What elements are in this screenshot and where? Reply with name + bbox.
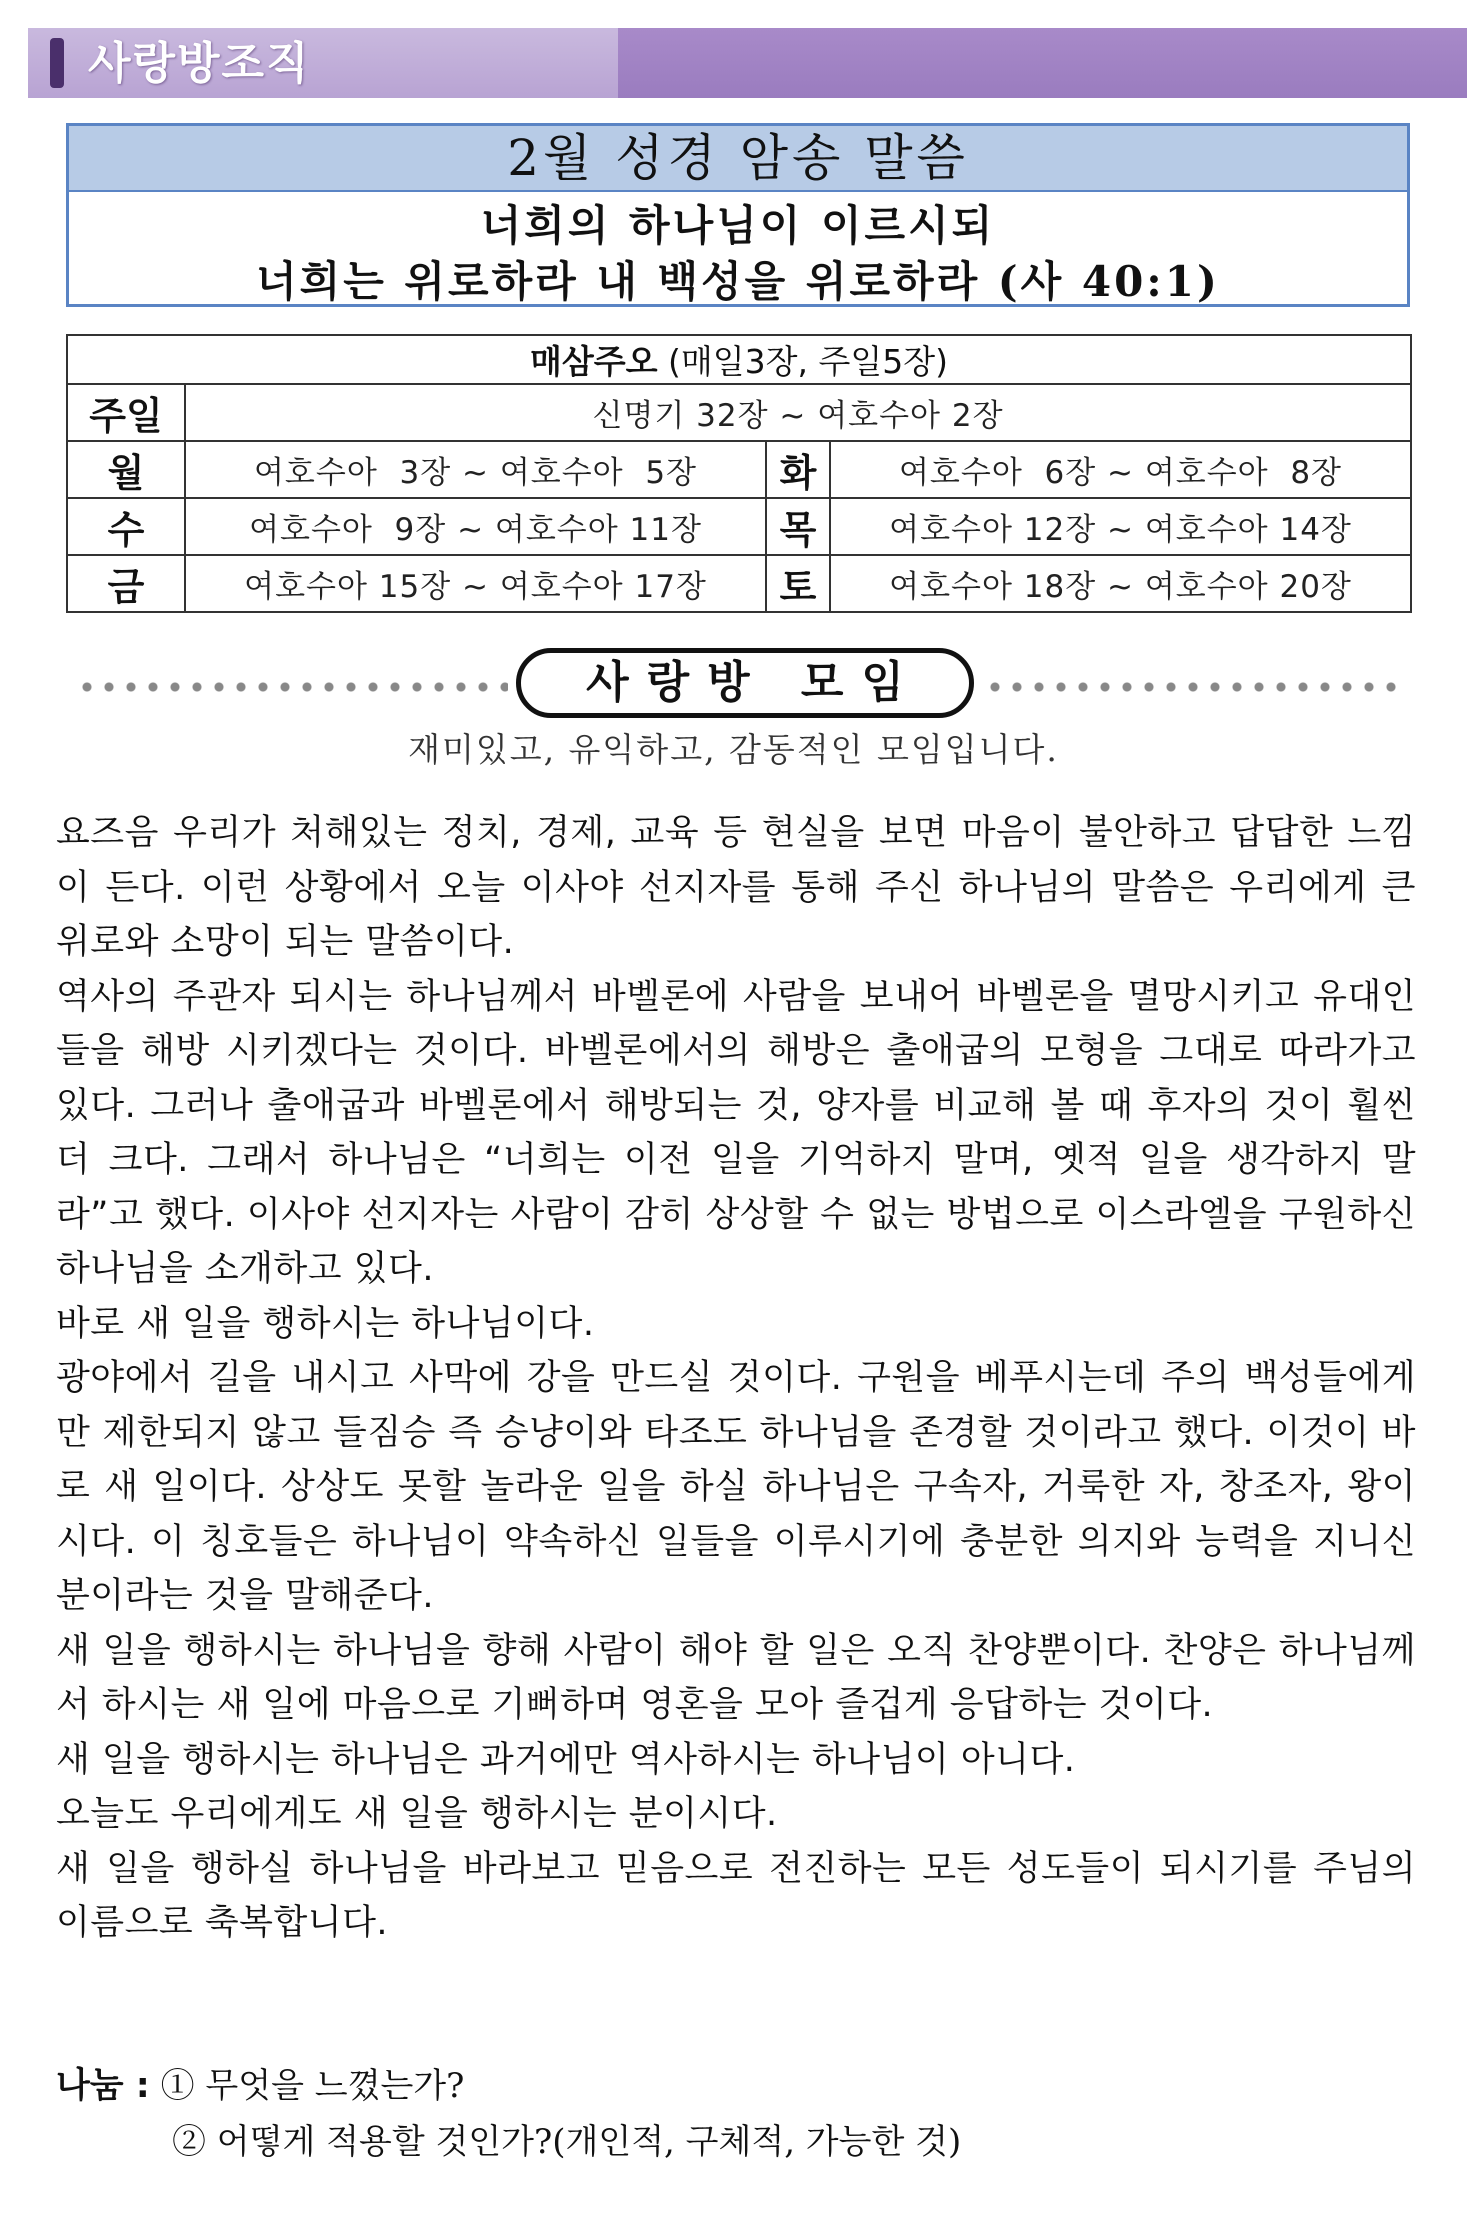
day-label: 수 <box>67 498 185 555</box>
sharing-question-2: ② 어떻게 적용할 것인가?(개인적, 구체적, 가능한 것) <box>172 2122 962 2162</box>
body-paragraph: 바로 새 일을 행하시는 하나님이다. <box>56 1303 595 1344</box>
verse-line-2: 너희는 위로하라 내 백성을 위로하라 (사 40:1) <box>256 257 1220 306</box>
day-label: 화 <box>766 441 830 498</box>
dotted-divider-right <box>984 682 1402 692</box>
body-paragraph: 오늘도 우리에게도 새 일을 행하시는 분이시다. <box>56 1794 778 1834</box>
sharing-label: 나눔 : <box>56 2066 150 2106</box>
body-paragraph: 역사의 주관자 되시는 하나님께서 바벨론에 사람을 보내어 바벨론을 멸망시키고 유대인들을 해방 시키겠다는 것이다. 바벨론에서의 해방은 출애굽의 모형을 그대로 따라가고 있다. 그러나 출애굽과 바벨론에서 해방되는 것, 양자를 비교해 볼 때 후자의 것이 훨씬 더 크다. 그래서 하나님은 “너희는 이전 일을 기억하지 말며, 옛적 일을 생각하지 말라”고 했다. 이사야 선지자는 사람이 감히 상상할 수 없는 방법으로 이스라엘을 구원하신 하나님을 소개하고 있다. <box>56 976 1416 1289</box>
range-cell: 여호수아 3장 ~ 여호수아 5장 <box>185 441 766 498</box>
range-cell: 여호수아 18장 ~ 여호수아 20장 <box>830 555 1411 612</box>
verse-heading: 2월 성경 암송 말씀 <box>69 126 1407 192</box>
body-paragraph: 광야에서 길을 내시고 사막에 강을 만드실 것이다. 구원을 베푸시는데 주의 백성들에게만 제한되지 않고 들짐승 즉 승냥이와 타조도 하나님을 존경할 것이라고 했다. 이것이 바로 새 일이다. 상상도 못할 놀라운 일을 하실 하나님은 구속자, 거룩한 자, 창조자, 왕이시다. 이 칭호들은 하나님이 약속하신 일들을 이루시기에 충분한 의지와 능력을 지니신 분이라는 것을 말해준다. <box>56 1358 1416 1616</box>
reading-schedule-table <box>66 334 1412 613</box>
section-tagline: 재미있고, 유익하고, 감동적인 모임입니다. <box>408 730 1059 769</box>
dotted-divider-left <box>76 682 508 692</box>
reading-title-bold: 매삼주오 <box>530 342 658 381</box>
reading-title-row <box>67 335 1411 384</box>
reading-row <box>67 555 1411 612</box>
range-sunday: 신명기 32장 ~ 여호수아 2장 <box>185 384 1411 441</box>
range-cell: 여호수아 12장 ~ 여호수아 14장 <box>830 498 1411 555</box>
day-label: 월 <box>67 441 185 498</box>
range-cell: 여호수아 9장 ~ 여호수아 11장 <box>185 498 766 555</box>
reading-row <box>67 441 1411 498</box>
reading-row <box>67 498 1411 555</box>
header-title: 사랑방조직 <box>88 38 311 89</box>
reading-row-sunday <box>67 384 1411 441</box>
sharing-line-1 <box>56 2058 1416 2114</box>
day-label: 토 <box>766 555 830 612</box>
day-label: 목 <box>766 498 830 555</box>
memory-verse-box <box>66 123 1410 307</box>
day-label-sunday: 주일 <box>67 384 185 441</box>
header-accent-bar <box>50 38 64 88</box>
section-header <box>76 648 1402 724</box>
range-cell: 여호수아 15장 ~ 여호수아 17장 <box>185 555 766 612</box>
section-title: 사랑방 모임 <box>516 648 974 718</box>
verse-line-1: 너희의 하나님이 이르시되 <box>480 201 996 250</box>
reading-title-cell <box>67 335 1411 384</box>
body-text <box>56 806 1416 1951</box>
header-band <box>28 28 1467 98</box>
range-cell: 여호수아 6장 ~ 여호수아 8장 <box>830 441 1411 498</box>
body-paragraph: 새 일을 행하실 하나님을 바라보고 믿음으로 전진하는 모든 성도들이 되시기를 주님의 이름으로 축복합니다. <box>56 1848 1416 1943</box>
day-label: 금 <box>67 555 185 612</box>
body-paragraph: 새 일을 행하시는 하나님을 향해 사람이 해야 할 일은 오직 찬양뿐이다. 찬양은 하나님께서 하시는 새 일에 마음으로 기뻐하며 영혼을 모아 즐겁게 응답하는 것이다. <box>56 1630 1416 1725</box>
sharing-question-1: ① 무엇을 느꼈는가? <box>160 2066 465 2106</box>
body-paragraph: 요즈음 우리가 처해있는 정치, 경제, 교육 등 현실을 보면 마음이 불안하고 답답한 느낌이 든다. 이런 상황에서 오늘 이사야 선지자를 통해 주신 하나님의 말씀은 우리에게 큰 위로와 소망이 되는 말씀이다. <box>56 813 1416 962</box>
reading-title-rest: (매일3장, 주일5장) <box>657 342 948 381</box>
sharing-questions <box>56 2058 1416 2170</box>
body-paragraph: 새 일을 행하시는 하나님은 과거에만 역사하시는 하나님이 아니다. <box>56 1739 1076 1780</box>
